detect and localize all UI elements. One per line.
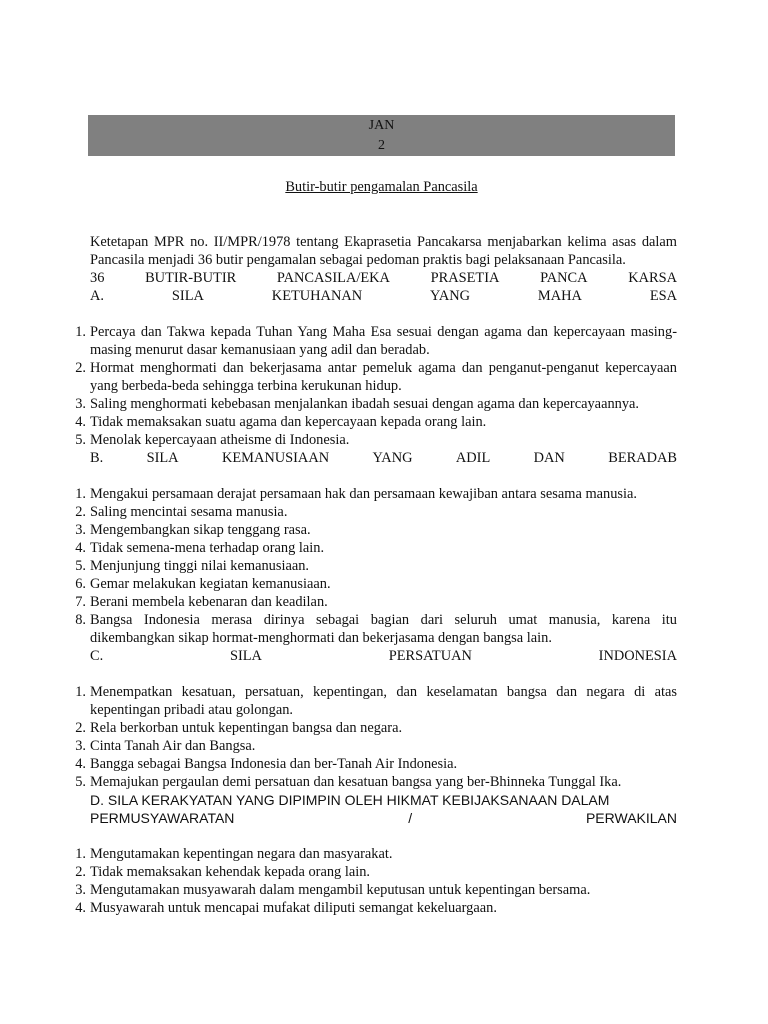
heading-word: DAN [533, 450, 565, 466]
list-item: 2. Hormat menghormati dan bekerjasama antar pemeluk agama dan penganut-penganut kepercayaan yang berbeda-beda sehingga terbina kerukunan hidup. [75, 360, 677, 394]
list-item: 3. Mengembangkan sikap tenggang rasa. [75, 522, 311, 538]
heading-word: MAHA [537, 288, 582, 304]
heading-word: KETUHANAN [271, 288, 363, 304]
main-heading-word: PANCA [540, 270, 588, 286]
heading-word: ESA [649, 288, 677, 304]
list-item: 2. Tidak memaksakan kehendak kepada orang lain. [75, 864, 370, 880]
heading-word: B. [90, 450, 104, 466]
list-item: 1. Mengakui persamaan derajat persamaan hak dan persamaan kewajiban antara sesama manusia. [75, 486, 637, 502]
heading-word: BERADAB [608, 450, 677, 466]
heading-word: SILA [171, 288, 204, 304]
spacer [90, 665, 677, 683]
date-header-bar [88, 115, 675, 156]
list-item: 6. Gemar melakukan kegiatan kemanusiaan. [75, 576, 331, 592]
main-heading-word: PRASETIA [430, 270, 500, 286]
heading-word: PERMUSYAWARATAN [90, 810, 235, 826]
section-d-heading-line2 [90, 809, 677, 827]
list-item: 1. Menempatkan kesatuan, persatuan, kepentingan, dan keselamatan bangsa dan negara di atas kepentingan pribadi atau golongan. [75, 684, 677, 718]
list-item: 3. Cinta Tanah Air dan Bangsa. [75, 738, 256, 754]
section-a-heading [90, 287, 677, 305]
section-d-heading-line1: D. SILA KERAKYATAN YANG DIPIMPIN OLEH HIKMAT KEBIJAKSANAAN DALAM [90, 792, 610, 808]
list-item: 2. Rela berkorban untuk kepentingan bangsa dan negara. [75, 720, 403, 736]
list-item: 2. Saling mencintai sesama manusia. [75, 504, 288, 520]
list-item: 4. Bangga sebagai Bangsa Indonesia dan ber-Tanah Air Indonesia. [75, 756, 458, 772]
section-a-list [75, 323, 677, 449]
list-item: 5. Menjunjung tinggi nilai kemanusiaan. [75, 558, 310, 574]
heading-word: PERWAKILAN [585, 810, 677, 826]
list-item: 4. Tidak memaksakan suatu agama dan kepercayaan kepada orang lain. [75, 414, 487, 430]
section-b-list [75, 485, 677, 647]
section-b-heading [90, 449, 677, 467]
date-day: 2 [378, 138, 385, 153]
date-month: JAN [368, 118, 395, 133]
intro-paragraph: Ketetapan MPR no. II/MPR/1978 tentang Ekaprasetia Pancakarsa menjabarkan kelima asas dalam Pancasila menjadi 36 butir pengamalan sebagai pedoman praktis bagi pelaksanaan Pancasila. [90, 234, 677, 268]
document-body [75, 233, 677, 917]
spacer [90, 467, 677, 485]
heading-word: YANG [372, 450, 413, 466]
main-heading [90, 269, 677, 287]
list-item: 1. Mengutamakan kepentingan negara dan masyarakat. [75, 846, 393, 862]
page-title: Butir-butir pengamalan Pancasila [285, 179, 478, 195]
main-heading-word: 36 [90, 270, 105, 286]
list-item: 8. Bangsa Indonesia merasa dirinya sebagai bagian dari seluruh umat manusia, karena itu dikembangkan sikap hormat-menghormati dan bekerjasama dengan bangsa lain. [75, 612, 677, 646]
list-item: 3. Mengutamakan musyawarah dalam mengambil keputusan untuk kepentingan bersama. [75, 882, 591, 898]
heading-word: SILA [229, 648, 262, 664]
list-item: 3. Saling menghormati kebebasan menjalankan ibadah sesuai dengan agama dan kepercayaannya. [75, 396, 640, 412]
section-d-list [75, 845, 677, 917]
heading-word: ADIL [455, 450, 491, 466]
heading-word: YANG [430, 288, 471, 304]
list-item: 4. Musyawarah untuk mencapai mufakat diliputi semangat kekeluargaan. [75, 900, 497, 916]
heading-word: A. [90, 288, 104, 304]
spacer [90, 305, 677, 323]
list-item: 7. Berani membela kebenaran dan keadilan. [75, 594, 328, 610]
main-heading-word: PANCASILA/EKA [276, 270, 390, 286]
list-item: 1. Percaya dan Takwa kepada Tuhan Yang Maha Esa sesuai dengan agama dan kepercayaan masing-masing menurut dasar kemanusiaan yang adil dan beradab. [75, 324, 677, 358]
heading-word: SILA [146, 450, 179, 466]
section-c-list [75, 683, 677, 791]
main-heading-word: KARSA [628, 270, 677, 286]
list-item: 5. Menolak kepercayaan atheisme di Indonesia. [75, 432, 350, 448]
list-item: 4. Tidak semena-mena terhadap orang lain. [75, 540, 325, 556]
section-c-heading [90, 647, 677, 665]
heading-word: C. [90, 648, 104, 664]
list-item: 5. Memajukan pergaulan demi persatuan dan kesatuan bangsa yang ber-Bhinneka Tunggal Ika. [75, 774, 622, 790]
heading-word: / [408, 810, 413, 826]
spacer [90, 827, 677, 845]
heading-word: INDONESIA [598, 648, 677, 664]
heading-word: KEMANUSIAAN [221, 450, 330, 466]
heading-word: PERSATUAN [388, 648, 472, 664]
main-heading-word: BUTIR-BUTIR [145, 270, 237, 286]
